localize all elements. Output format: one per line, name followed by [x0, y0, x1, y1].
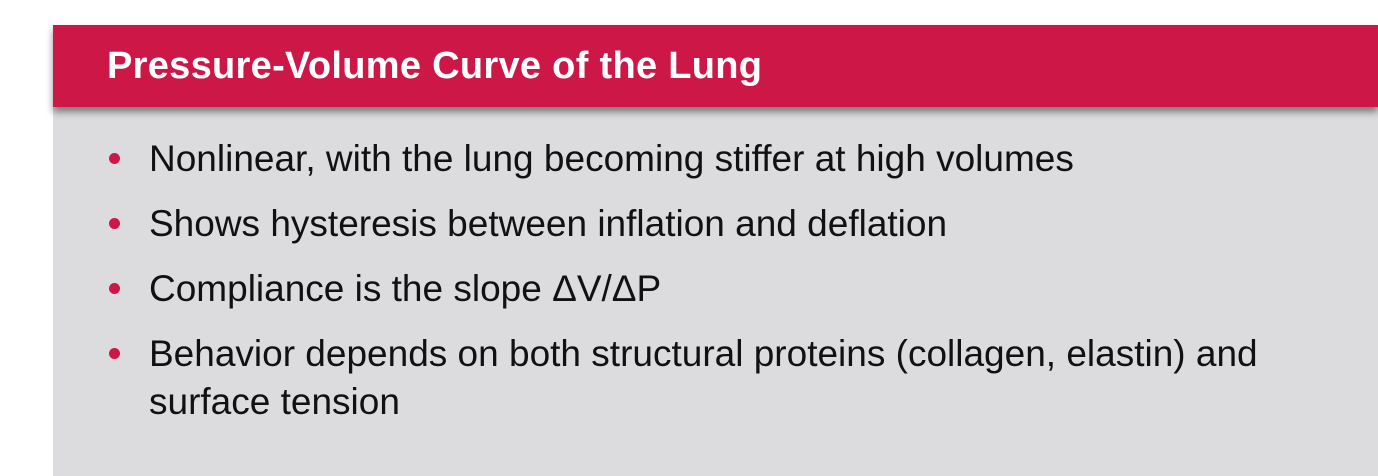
bullet-text: Nonlinear, with the lung becoming stiffer at high volumes [149, 138, 1074, 179]
box-header [53, 25, 1378, 107]
bullet-dot-icon [109, 348, 120, 359]
bullet-item [109, 265, 1359, 313]
bullet-item [109, 135, 1359, 183]
bullet-text: Shows hysteresis between inflation and deflation [149, 203, 948, 244]
bullet-item [109, 330, 1359, 426]
bullet-dot-icon [109, 283, 120, 294]
summary-box [53, 25, 1378, 476]
bullet-dot-icon [109, 153, 120, 164]
bullet-text: Behavior depends on both structural proteins (collagen, elastin) and surface tension [149, 333, 1258, 422]
bullet-item [109, 200, 1359, 248]
bullet-dot-icon [109, 218, 120, 229]
box-title: Pressure-Volume Curve of the Lung [107, 45, 763, 87]
bullet-list [109, 135, 1359, 443]
bullet-text: Compliance is the slope ΔV/ΔP [149, 268, 662, 309]
